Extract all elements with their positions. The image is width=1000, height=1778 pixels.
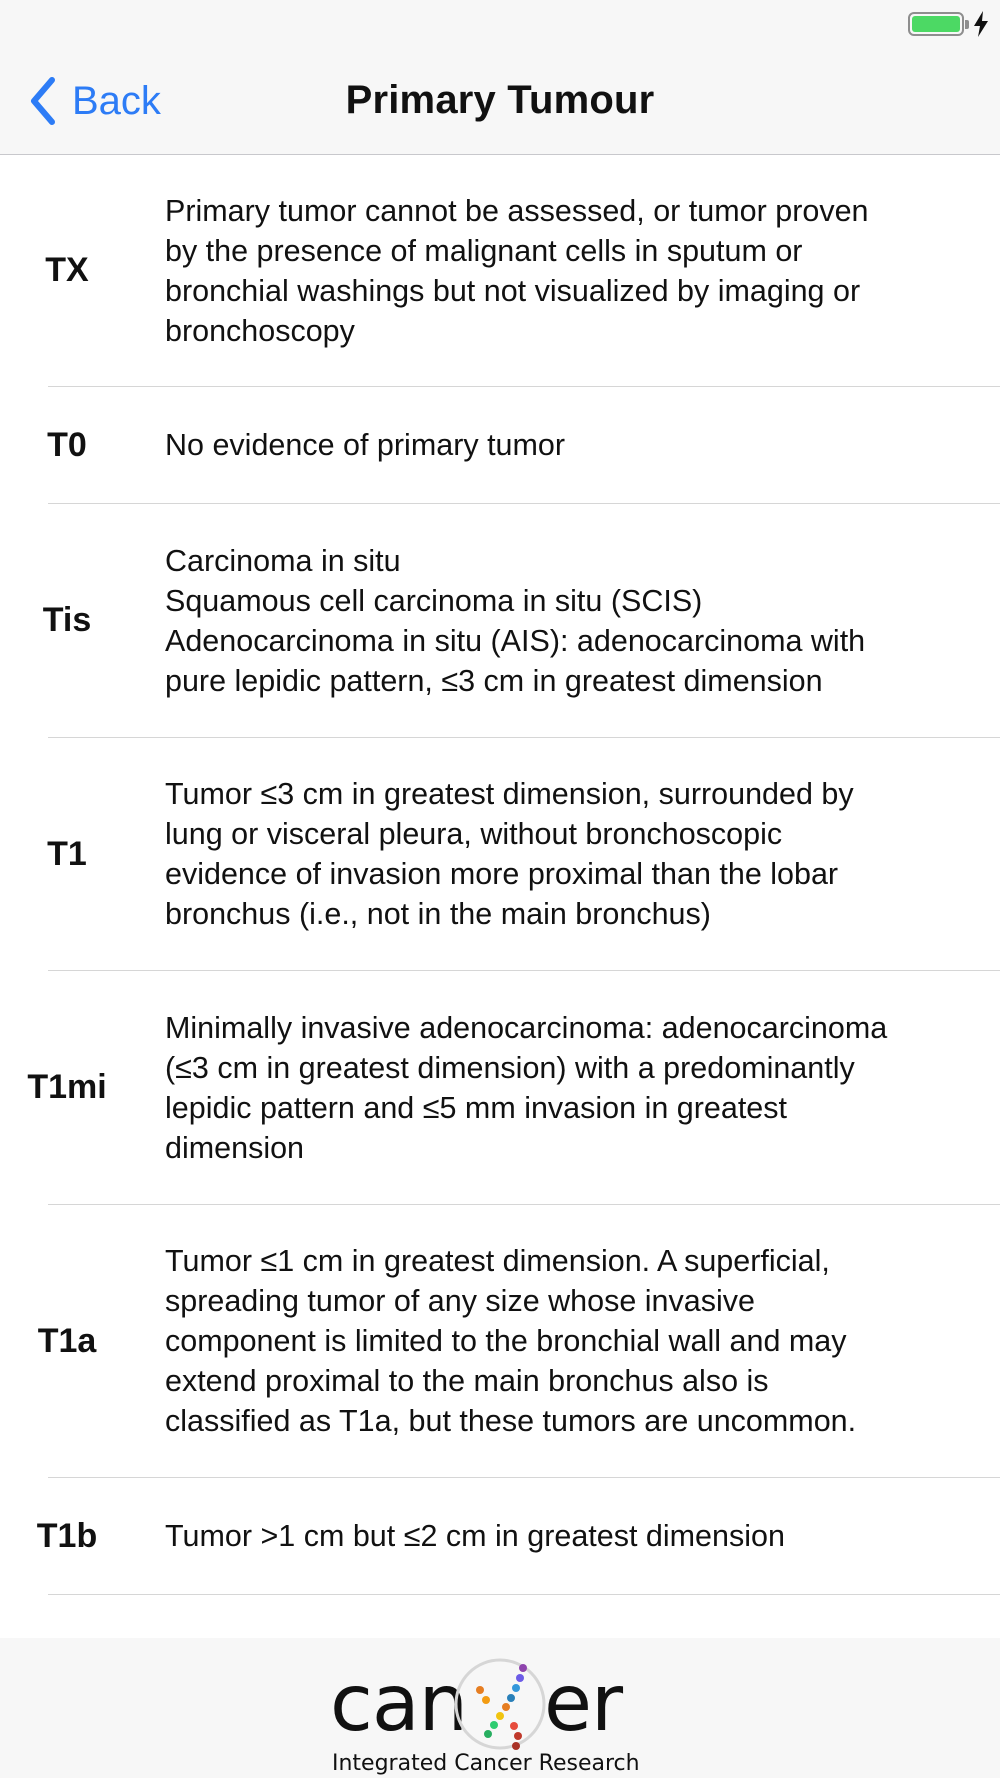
stage-code: T0 — [47, 425, 87, 464]
stage-code: Tis — [42, 601, 92, 639]
page-title: Primary Tumour — [345, 78, 655, 122]
stage-code: T1 — [47, 834, 87, 873]
stage-code: T1mi — [27, 1068, 107, 1106]
canxer-logo — [330, 1648, 670, 1776]
charging-bolt-icon — [972, 10, 990, 38]
stage-description: Primary tumor cannot be assessed, or tumor proven by the presence of malignant cells in sputum or bronchial washings but not visualized by imaging or bronchoscopy — [165, 193, 869, 348]
stage-description: Carcinoma in situ Squamous cell carcinoma in situ (SCIS) Adenocarcinoma in situ (AIS): adenocarcinoma with pure lepidic pattern, ≤3 cm in greatest dimension — [165, 543, 866, 698]
footer — [0, 1638, 1000, 1778]
back-label: Back — [72, 78, 161, 123]
table-row — [27, 971, 1000, 1205]
table-row — [48, 738, 1000, 971]
table-row — [37, 1205, 1000, 1478]
stage-description: Minimally invasive adenocarcinoma: adenocarcinoma (≤3 cm in greatest dimension) with a predominantly lepidic pattern and ≤5 mm invasion in greatest dimension — [165, 1010, 888, 1165]
stage-description: Tumor ≤1 cm in greatest dimension. A superficial, spreading tumor of any size whose invasive component is limited to the bronchial wall and may extend proximal to the main bronchus also is classified as T1a, but these tumors are uncommon. — [165, 1244, 857, 1438]
stage-description: Tumor >1 cm but ≤2 cm in greatest dimension — [165, 1519, 785, 1553]
status-bar — [0, 0, 1000, 48]
stage-code: T1a — [37, 1321, 97, 1360]
table-row — [45, 155, 1000, 387]
svg-text:er: er — [544, 1659, 623, 1749]
stage-description: Tumor ≤3 cm in greatest dimension, surrounded by lung or visceral pleura, without bronchoscopic evidence of invasion more proximal than the lobar bronchus (i.e., not in the main bronchus) — [165, 777, 854, 931]
stage-code: TX — [45, 251, 89, 289]
logo-tagline: Integrated Cancer Research — [332, 1751, 640, 1776]
svg-text:can: can — [330, 1659, 468, 1749]
table-row — [48, 387, 1000, 504]
stage-code: T1b — [36, 1516, 98, 1555]
classification-table — [0, 155, 1000, 1595]
stage-description: No evidence of primary tumor — [165, 428, 566, 462]
navigation-bar — [0, 48, 1000, 155]
table-row — [42, 504, 1000, 738]
table-row — [36, 1478, 1000, 1595]
battery-icon — [908, 12, 964, 36]
